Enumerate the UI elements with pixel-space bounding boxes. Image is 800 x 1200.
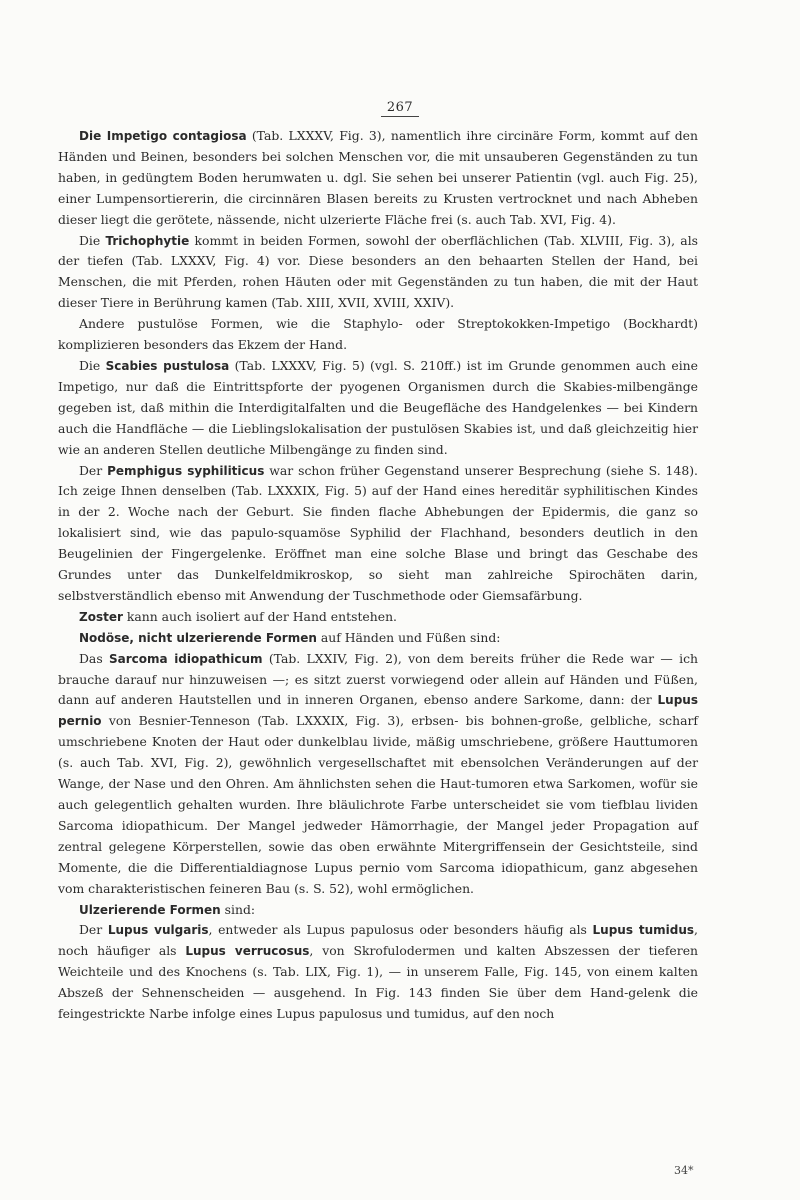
bold-term: Lupus verrucosus: [185, 944, 310, 959]
bold-term: Lupus tumidus: [592, 923, 695, 938]
bold-term: Die Impetigo contagiosa: [79, 129, 247, 143]
paragraph: [58, 231, 698, 315]
paragraph: [58, 461, 698, 607]
bold-term: Zoster: [79, 609, 123, 624]
bold-term: Sarcoma idiopathicum: [109, 651, 263, 666]
bold-term: Lupus vulgaris: [107, 923, 209, 938]
bold-term: Trichophytie: [105, 233, 190, 248]
text-run: Die: [79, 357, 106, 373]
paragraph: [58, 628, 698, 649]
text-run: auf Händen und Füßen sind:: [316, 629, 501, 645]
text-run: (Tab. LXXXV, Fig. 5) (vgl. S. 210ff.) ist im Grunde genommen auch eine Impetigo, nur daß die Eintrittspforte der pyogenen Organismen durch die Skabies-milbengänge gegeben ist, daß mithin die Interdigitalfalten und die Beugefläche des Handgelenkes — bei Kindern auch die Handfläche — die Lieblingslokalisation der pustulösen Skabies ist, und daß gleichzeitig hier wie an anderen Stellen deutliche Milbengänge zu finden sind.: [58, 357, 698, 457]
text-run: Der: [79, 922, 108, 938]
text-run: Der: [79, 462, 108, 478]
bold-term: Ulzerierende Formen: [79, 902, 221, 917]
text-run: von Besnier-Tenneson (Tab. LXXXIX, Fig. 3), erbsen- bis bohnen-große, gelbliche, scharf umschriebene Knoten der Haut oder dunkelblau livide, mäßig umschriebene, größere Hauttumoren (s. auch Tab. XVI, Fig. 2), gewöhnlich vergesellschaftet mit ebensolchen Veränderungen auf der Wange, der Nase und den Ohren. Am ähnlichsten sehen die Haut-tumoren etwa Sarkomen, wofür sie auch gelegentlich gehalten wurden. Ihre bläulichrote Farbe unterscheidet sie vom tiefblau lividen Sarcoma idiopathicum. Der Mangel jedweder Hämorrhagie, der Mangel jeder Propagation auf zentral gelegene Körperstellen, sowie das oben erwähnte Mitergriffensein der Gesichtsteile, sind Momente, die die Differentialdiagnose Lupus pernio vom Sarcoma idiopathicum, ganz abgesehen vom charakteristischen feineren Bau (s. S. 52), wohl ermöglichen.: [58, 713, 698, 896]
text-run: war schon früher Gegenstand unserer Besprechung (siehe S. 148). Ich zeige Ihnen denselben (Tab. LXXXIX, Fig. 5) auf der Hand eines hereditär syphilitischen Kindes in der 2. Woche nach der Geburt. Sie finden flache Abhebungen der Epidermis, die ganz so lokalisiert sind, wie das papulo-squamöse Syphilid der Flachhand, besonders deutlich in den Beugelinien der Fingergelenke. Eröffnet man eine solche Blase und bringt das Geschabe des Grundes unter das Dunkelfeldmikroskop, so sieht man zahlreiche Spirochäten darin, selbstverständlich ebenso mit Anwendung der Tuschmethode oder Giemsafärbung.: [58, 462, 698, 603]
text-run: Das: [79, 650, 110, 666]
bold-term: Lupus pernio: [58, 693, 698, 729]
text-run: Die: [79, 232, 106, 248]
body-text: [58, 126, 698, 1025]
text-run: kommt in beiden Formen, sowohl der oberflächlichen (Tab. XLVIII, Fig. 3), als der tiefen (Tab. LXXXV, Fig. 4) vor. Diese besonders an den behaarten Stellen der Hand, bei Menschen, die mit Pferden, rohen Häuten oder mit Gegenständen zu tun haben, die mit der Haut dieser Tiere in Berührung kamen (Tab. XIII, XVII, XVIII, XXIV).: [58, 232, 699, 311]
text-run: kann auch isoliert auf der Hand entstehen.: [122, 608, 397, 624]
text-run: , noch häufiger als: [58, 922, 698, 959]
paragraph: [58, 126, 698, 231]
page-number: 267: [0, 100, 800, 115]
text-run: (Tab. LXXXV, Fig. 3), namentlich ihre circinäre Form, kommt auf den Händen und Beinen, besonders bei solchen Menschen vor, die mit unsauberen Gegenständen zu tun haben, in gedüngtem Boden herumwaten u. dgl. Sie sehen bei unserer Patientin (vgl. auch Fig. 25), einer Lumpensortiererin, die circinnären Blasen bereits zu Krusten vertrocknet und nach Abheben dieser liegt die gerötete, nässende, nicht ulzerierte Fläche frei (s. auch Tab. XVI, Fig. 4).: [58, 128, 698, 227]
text-run: Andere pustulöse Formen, wie die Staphylo- oder Streptokokken-Impetigo (Bockhardt) komplizieren besonders das Ekzem der Hand.: [58, 316, 698, 353]
bold-term: Nodöse, nicht ulzerierende Formen: [79, 630, 317, 645]
text-run: (Tab. LXXIV, Fig. 2), von dem bereits früher die Rede war — ich brauche darauf nur hinzuweisen —; es sitzt zuerst vorwiegend oder allein auf Händen und Füßen, dann auf anderen Hautstellen und in inneren Organen, ebenso andere Sarkome, dann: der: [58, 650, 698, 708]
paragraph: [58, 356, 698, 461]
text-run: , entweder als Lupus papulosus oder besonders häufig als: [208, 922, 593, 938]
text-run: sind:: [220, 901, 256, 917]
bold-term: Pemphigus syphiliticus: [107, 463, 265, 478]
paragraph: [58, 607, 698, 628]
paragraph: [58, 920, 698, 1025]
text-run: , von Skrofulodermen und kalten Abszessen der tieferen Weichteile und des Knochens (s. Tab. LIX, Fig. 1), — in unserem Falle, Fig. 145, von einem kalten Abszeß der Sehnenscheiden — ausgehend. In Fig. 143 finden Sie über dem Hand-gelenk die feingestrickte Narbe infolge eines Lupus papulosus und tumidus, auf den noch: [58, 943, 699, 1022]
signature-mark: 34*: [674, 1164, 694, 1177]
bold-term: Scabies pustulosa: [105, 358, 230, 373]
paragraph: [58, 649, 698, 900]
paragraph: [58, 314, 698, 356]
paragraph: [58, 900, 698, 921]
